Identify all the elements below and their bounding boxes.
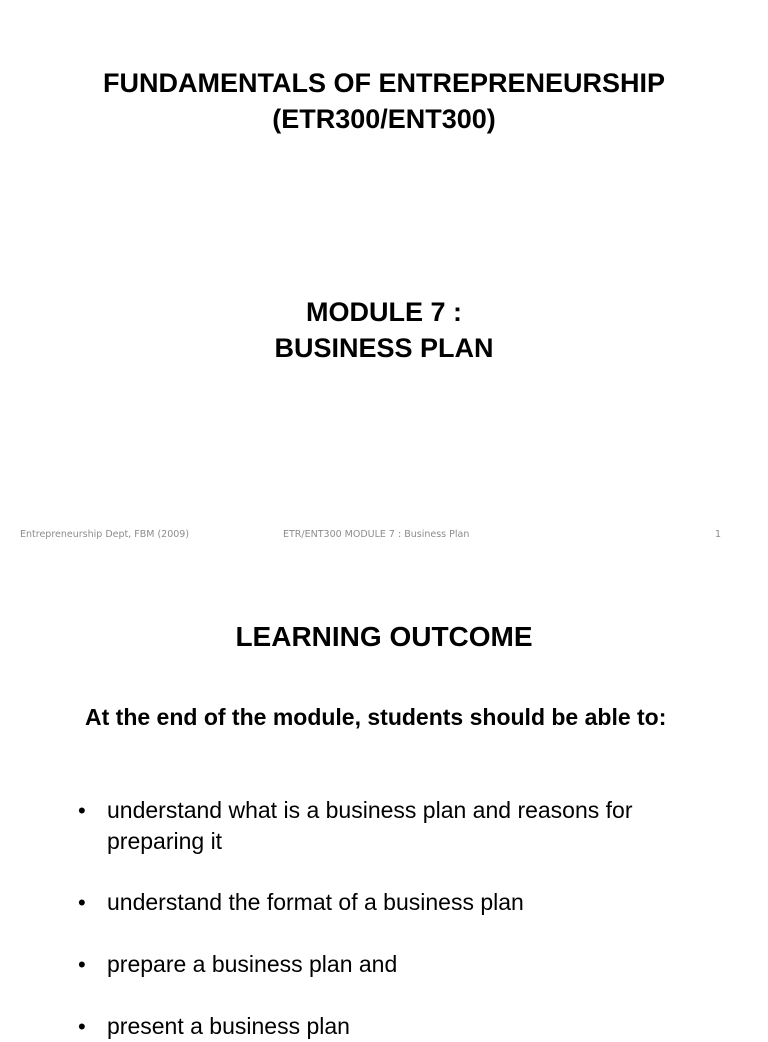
course-code: (ETR300/ENT300) — [272, 104, 496, 134]
learning-outcome-intro: At the end of the module, students should be able to: — [85, 704, 667, 730]
list-item-text: present a business plan — [107, 1013, 350, 1039]
list-item — [78, 795, 718, 857]
bullet-icon: • — [78, 952, 86, 977]
module-number: MODULE 7 : — [305, 297, 462, 327]
list-item — [78, 1011, 718, 1042]
bullet-icon: • — [78, 798, 86, 823]
list-item-text: prepare a business plan and — [107, 951, 398, 977]
bullet-icon: • — [78, 890, 86, 915]
learning-outcome-title: LEARNING OUTCOME — [235, 621, 533, 652]
page-number: 1 — [715, 529, 722, 540]
list-item-text: understand what is a business plan and reasons for preparing it — [107, 797, 633, 854]
bullet-icon: • — [78, 1014, 86, 1039]
list-item — [78, 949, 718, 980]
list-item-text: understand the format of a business plan — [107, 889, 524, 915]
footer-department: Entrepreneurship Dept, FBM (2009) — [20, 529, 190, 540]
list-item — [78, 887, 718, 918]
module-title: BUSINESS PLAN — [274, 333, 494, 363]
course-title: FUNDAMENTALS OF ENTREPRENEURSHIP — [102, 68, 666, 98]
footer-module: ETR/ENT300 MODULE 7 : Business Plan — [283, 529, 470, 540]
